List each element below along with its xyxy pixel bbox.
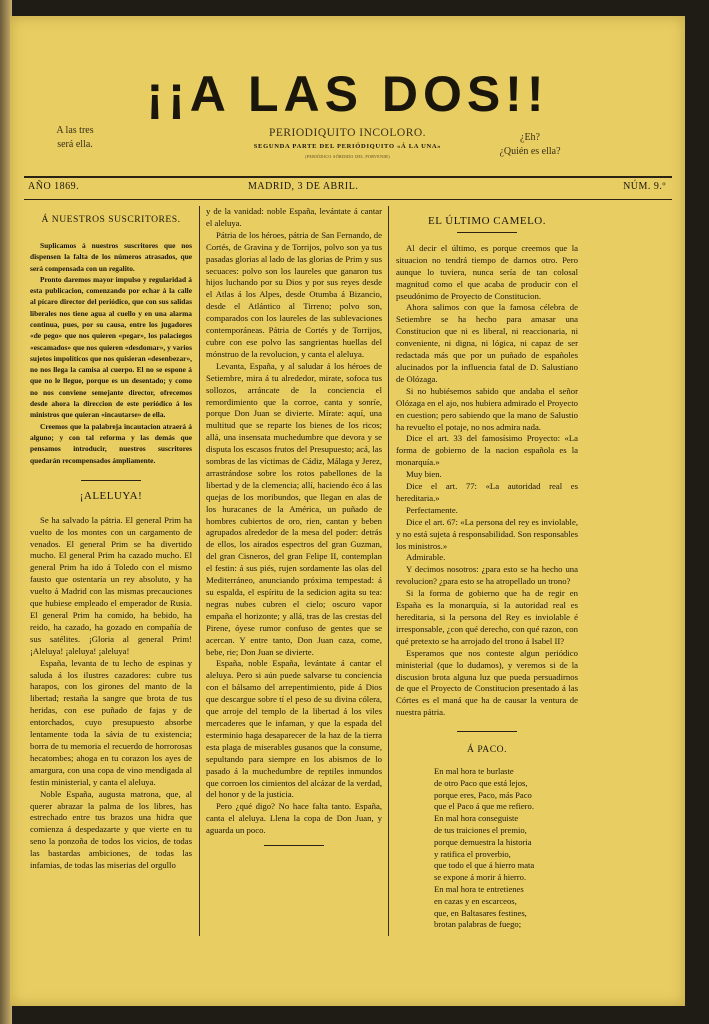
poem-line: que todo el que á hierro mata (434, 860, 535, 871)
article-paragraph: Dice el art. 33 del famosísimo Proyecto: «La forma de gobierno de la nacion española es la monarquía.» (396, 433, 578, 468)
poem-line: porque demuestra la historia (434, 836, 532, 847)
right-note-line: ¿Eh? (520, 132, 540, 143)
article-paragraph: Se ha salvado la pátria. El general Prim ha vuelto de los montes con un cargamento de venados. El general Prim se ha divertido mucho. El general Prim ha cazado mucho. El general Prim ha ido á Toledo con el mismo fausto que ostentaría un rey absoluto, y ha vuelto á Madrid con las mismas precauciones que hubiese empleado el emperador de Rusia. El general Prim ha comido, ha bebido, ha reido, ha cazado, ha gozado en compañía de sus satélites. ¡Gloria al general Prim! ¡Aleluya! ¡aleluya! ¡aleluya! (30, 514, 192, 656)
article-paragraph: Esperamos que nos conteste algun periódico ministerial (que lo dudamos), y veremos si de la discusion brota alguna luz que pueda persuadirnos de que el Proyecto de Constitucion presentado á las Córtes es el maná que ha de causar la ventura de nuestra pátria. (396, 647, 578, 718)
section-rule (457, 232, 517, 233)
article-paragraph: Pátria de los héroes, pátria de San Fernando, de Cortés, de Gravina y de Torrijos, polvo son ya tus pasadas glorias al lado de las glorias de Prim y sus secuaces: polvo son los laureles que ganaron tus hijos luchando por su Dios y por sus reyes desde el Atlas á los Alpes, desde Otumba á Bizancio, desde el Atlántico al Tirreno; polvo son, comparados con los laureles de las sublevaciones contemporáneas. Pátria de Cortés y de Torrijos, cubre con ese polvo las sangrientas huellas del mónstruo de la revolucion, y canta el aleluya. (206, 229, 382, 359)
poem-line: que el Paco á que me refiero. (434, 801, 534, 812)
poem-line: de tus traiciones el premio, (434, 825, 527, 836)
masthead-smallline: (PERIÓDICO SÓRDIDO DEL PORVENIR) (305, 154, 390, 159)
article-paragraph: Perfectamente. (406, 504, 458, 515)
poem-line: brotan palabras de fuego; (434, 919, 522, 930)
column-divider (388, 206, 389, 936)
newspaper-page (10, 16, 685, 1006)
article-paragraph: Al decir el último, es porque creemos que la situacion no tendrá tiempo de darnos otro. Pero aunque lo tuviera, nunca sería de tan colosal magnitud como el que acaba de producir con el pseudónimo de Proyecto de Constitucion. (396, 242, 578, 301)
article-paragraph: Si la forma de gobierno que ha de regir en España es la monarquía, si la autoridad real es hereditaria, si la persona del Rey es inviolable é irresponsable, ¿con qué derecho, con qué razon, con qué pretexto se ha arrojado del trono á Isabel II? (396, 588, 578, 646)
article-heading: Á NUESTROS SUSCRITORES. (41, 214, 181, 225)
article-paragraph: Suplicamos á nuestros suscritores que nos dispensen la falta de los números atrasados, que será compensada con un regalito. (30, 240, 192, 273)
top-rule (24, 176, 672, 178)
poem-line: En mal hora te burlaste (434, 766, 514, 777)
section-rule (81, 480, 141, 481)
article-paragraph: Creemos que la palabreja incautacion atraerá á alguno; y con tal reforma y las demás que pensamos introducir, nuestros suscritores quedarán recompensados ámpliamente. (30, 421, 192, 465)
article-paragraph: Noble España, augusta matrona, que, al querer abrazar la palma de los libres, has estrechado entre tus brazos una hidra que comienza á despedazarte y que vierte en tu seno la ponzoña de todos los vicios, de todas las bastardas ambiciones, de todas las infamias, de todas las miserias del orgullo (30, 788, 192, 871)
poem-line: En mal hora conseguiste (434, 813, 519, 824)
section-rule (457, 731, 517, 732)
article-paragraph: Muy bien. (406, 469, 442, 480)
article-paragraph: Pronto daremos mayor impulso y regularidad á esta publicacion, comenzando por echar á la calle al pícaro director del periódico, que con sus salidas liberales nos tiene agua al cuello y en una alarma continua, pues, por su causa, entre los jugadores «de pego» que nos quieren «pegar», los palaciegos «escamados» que nos quieren «desdomar», y varios sujetos impolíticos que nos quisieran «desenbezar», no nos llega la camisa al cuerpo. El no se espone á que no le llegue, porque es un desentado; y como no nos conviene semejante director, ofrecemos desde ahora la direccion de este periódico á los ministros que quieran «incautarse» de ella. (30, 274, 192, 420)
article-paragraph: Levanta, España, y al saludar á los héroes de Setiembre, mira á tu alrededor, mirate, sofoca tus sollozos, arráncate de la conciencia el remordimiento que la corroe, canta y sonríe, porque Don Juan se divierte. Mírate: aquí, una multitud que se reparte los bienes de los ricos; allá, una insensata muchedumbre que devora y se disputa los escasos frutos del Presupuesto; acá, las sombras de las víctimas de Cádiz, Málaga y Jerez, arrastrándose sobre los rotos pabellones de la libertad y de la clemencia; allí, haciendo éco á las quejas de los moribundos, que llegan en alas de los huracanes de la América, un puñado de hombres cubiertos de oro, rien, cantan y beben agrupados alrededor de la mesa del poder: detrás de ellos, los airados espectros del gran Guzman, del gran Cisneros, del gran Felipe II, contemplan el festin: á sus piés, rujen sordamente las olas del Mediterráneo, anunciando próxima tempestad: á su espalda, el espíritu de la sedicion agita su tea: negras nubes cubren el cielo; oscuro vapor empaña el horizonte; y allá, tras de las crestas del Pirene, óyese rumor confuso de gentes que se acercan. Y entre tanto, Don Juan caza, come, bebe, rie; Don Juan se divierte. (206, 360, 382, 657)
column-divider (199, 206, 200, 936)
masthead-subtitle: PERIODIQUITO INCOLORO. (268, 127, 427, 139)
poem (434, 766, 578, 931)
article-paragraph: Dice el art. 77: «La autoridad real es hereditaria.» (396, 481, 578, 503)
poem-line: En mal hora te entretienes (434, 884, 524, 895)
poem-line: porque eres, Paco, más Paco (434, 789, 532, 800)
article-paragraph: España, levanta de tu lecho de espinas y saluda á los ilustres cazadores: cubre tus harapos, con los girones del manto de la libertad; restaña la sangre que brota de tus heridas, con ese puñado de fajas y de entorchados, cuyo presupuesto absorbe lentamente toda la sávia de tu existencia; borra de tu memoria el recuerdo de horrorosas hecatombes; ahoga en tu corazon los ayes de amargura, con una copa de vino mendigada al festin ministerial, y canta el aleluya. (30, 657, 192, 787)
column-2 (206, 206, 382, 854)
article-paragraph: Si no hubiésemos sabido que andaba el señor Olózaga en el ajo, nos hubiera admirado el Proyecto en cuestion; pero sabiendo que la mano de Salustio ha revuelto el potaje, no nos admira nada. (396, 385, 578, 432)
masthead-subline: SEGUNDA PARTE DEL PERIÓDIQUITO «Á LA UNA» (253, 143, 442, 150)
article-paragraph: Y decimos nosotros: ¿para esto se ha hecho una revolucion? ¿para esto se ha atropellado un trono? (396, 564, 578, 587)
poem-line: se expone á morir á hierro. (434, 872, 527, 883)
article-paragraph: Admirable. (406, 552, 446, 563)
poem-line: en cazas y en escarceos, (434, 895, 517, 906)
left-note-line: A las tres (56, 125, 94, 136)
article-heading: ¡ALELUYA! (79, 489, 143, 502)
right-note-line: ¿Quién es ella? (499, 146, 561, 157)
poem-line: de otro Paco que está lejos, (434, 777, 528, 788)
poem-line: que, en Baltasares festines, (434, 907, 527, 918)
article-paragraph: Pero ¿qué digo? No hace falta tanto. España, canta el aleluya. Llena la copa de Don Juan, y aguarda un poco. (206, 801, 382, 836)
bottom-rule (24, 199, 672, 200)
masthead-title: ¡¡A LAS DOS!! (146, 66, 549, 122)
poem-heading: Á PACO. (467, 744, 507, 756)
dateline-year: AÑO 1869. (28, 181, 80, 192)
article-heading: EL ÚLTIMO CAMELO. (428, 215, 546, 227)
section-rule (264, 845, 324, 846)
column-3 (396, 206, 578, 931)
dateline-number: NÚM. 9.º (623, 181, 666, 192)
article-paragraph: España, noble España, levántate á cantar el aleluya. Pero si aún puede salvarse tu conciencia con el bálsamo del arrepentimiento, pide á Dios que descargue sobre tí el peso de su divina cólera, que arroje del templo de la libertad á los viles mercaderes que le infaman, y que la espada del esterminio haga desaparecer de la haz de la tierra esta plaga de miserables gusanos que la consume, sepultando para siempre en los abismos de lo pasado á la muchedumbre de reptiles inmundos que corroen los cimientos del alcázar de la verdad, del honor y de la justicia. (206, 658, 382, 800)
dateline (24, 181, 672, 199)
article-paragraph: Dice el art. 67: «La persona del rey es inviolable, y no está sujeta á responsabilidad. Son responsables los ministros.» (396, 516, 578, 551)
poem-line: y ratifica el proverbio, (434, 848, 511, 859)
dateline-place-date: MADRID, 3 DE ABRIL. (248, 181, 359, 192)
article-paragraph: y de la vanidad: noble España, levántate á cantar el aleluya. (206, 206, 382, 228)
article-paragraph: Ahora salimos con que la famosa célebra de Setiembre se ha hecho para amasar una Constitucion que ni es liberal, ni reaccionaria, ni conveniente, ni digna, ni lógica, ni capaz de ser redactada más que por un puñado de españoles alucinados por la influencia fatal de D. Salustiano de Olózaga. (396, 302, 578, 384)
column-1 (30, 206, 192, 872)
left-note-line: será ella. (57, 139, 93, 150)
